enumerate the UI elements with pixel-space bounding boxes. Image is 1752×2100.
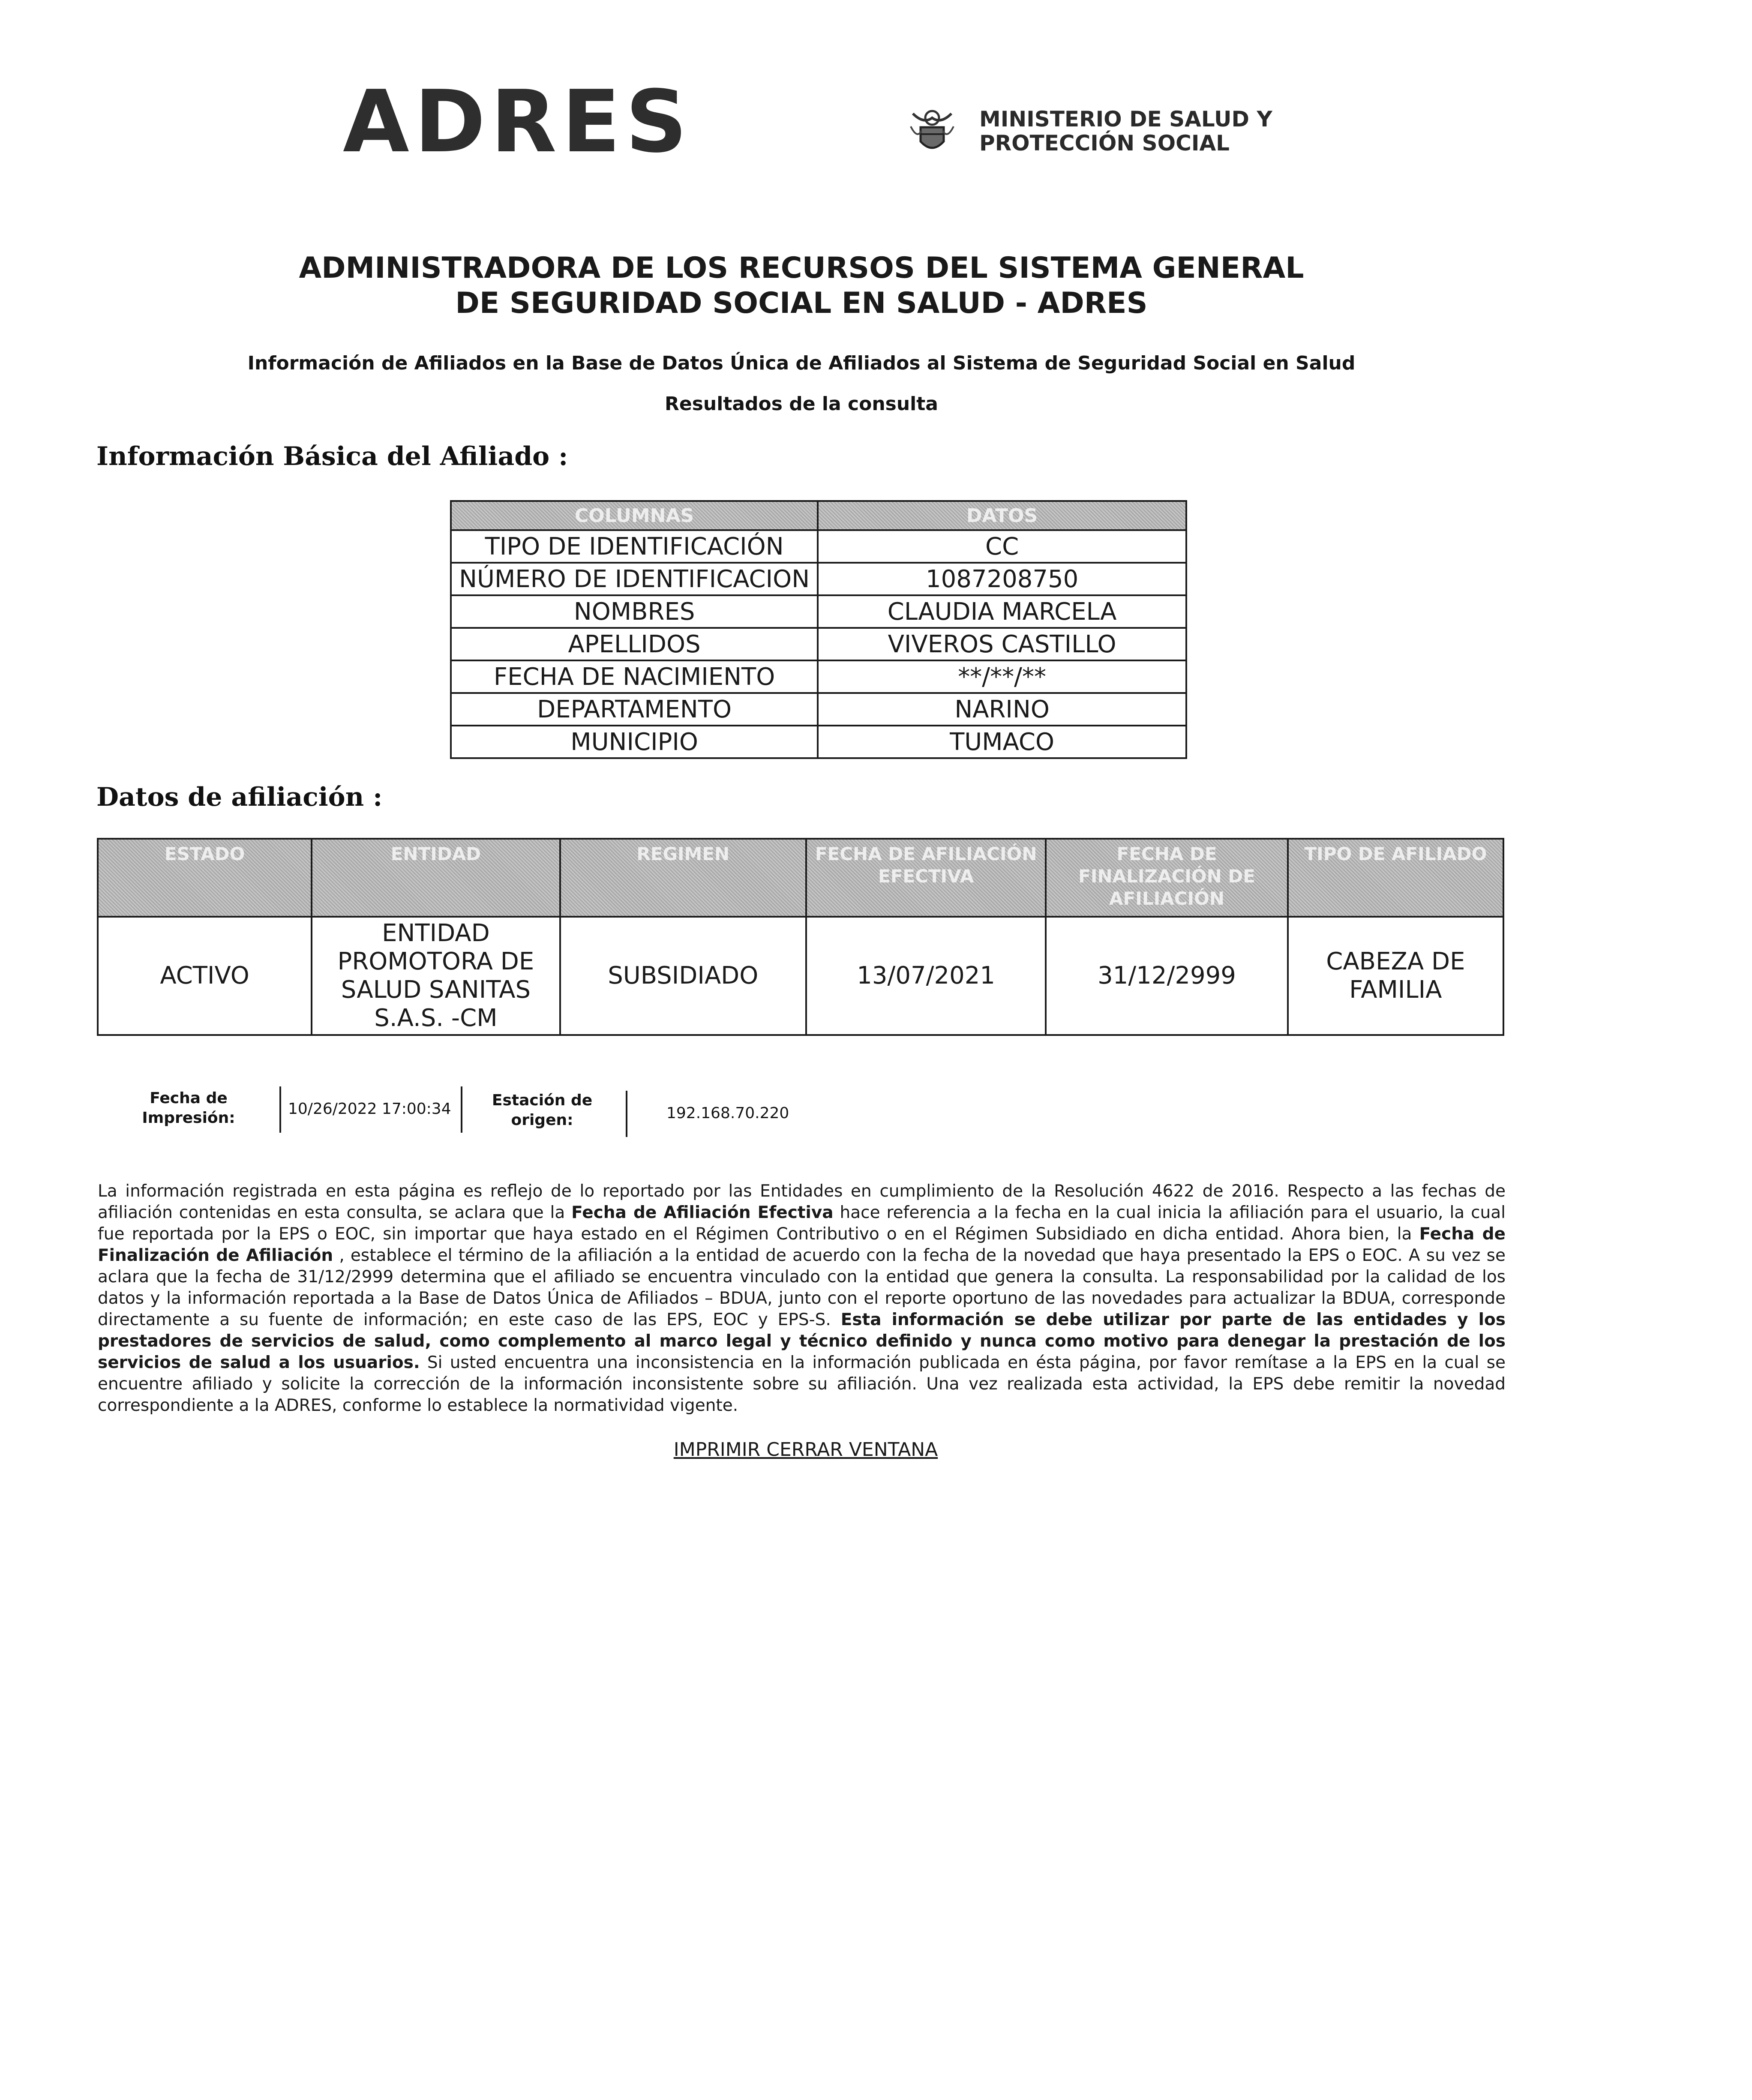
disclaimer-bold: Fecha de Afiliación Efectiva [571, 1203, 834, 1222]
disclaimer-text [98, 1181, 1506, 1416]
disclaimer-part: , establece el término de la afiliación a la entidad de acuerdo con la fecha de la novedad que haya presentado la EPS o EOC. A su vez se aclara que la fecha de 31/12/2999 determina que el afiliado se encuentra vinculado con la entidad que genera la consulta. La responsabilidad por la calidad de los datos y la información reportada a la Base de Datos Única de Afiliados – BDUA, junto con el reporte oportuno de las novedades para actualizar la BDUA, corresponde directamente a su fuente de información; en este caso de las EPS, EOC y EPS-S. [98, 1246, 1506, 1329]
print-close-link[interactable]: IMPRIMIR CERRAR VENTANA [673, 1439, 938, 1461]
row-value: CLAUDIA MARCELA [818, 595, 1186, 628]
cell-regimen: SUBSIDIADO [560, 917, 806, 1035]
table-row [451, 660, 1186, 693]
header-entidad: ENTIDAD [312, 839, 560, 917]
ministry-name [979, 107, 1305, 155]
header-fecha-afiliacion: FECHA DE AFILIACIÓN EFECTIVA [806, 839, 1046, 917]
disclaimer-bold: Esta información se debe utilizar por parte de las entidades y los prestadores de servicios de salud, como complemento al marco legal y técnico definido y nunca como motivo para denegar la prestación de los servicios de salud a los usuarios. [98, 1310, 1506, 1372]
divider [461, 1086, 462, 1133]
row-value: CC [818, 530, 1186, 563]
divider [626, 1091, 627, 1137]
basic-info-title: Información Básica del Afiliado : [96, 441, 568, 471]
cell-fecha-finalizacion: 31/12/2999 [1046, 917, 1287, 1035]
row-value: **/**/** [818, 660, 1186, 693]
row-value: TUMACO [818, 726, 1186, 758]
table-row [451, 628, 1186, 660]
cell-entidad: ENTIDAD PROMOTORA DE SALUD SANITAS S.A.S. -CM [312, 917, 560, 1035]
table-row [451, 530, 1186, 563]
table-row [451, 693, 1186, 726]
ministry-line-1: MINISTERIO DE SALUD Y [979, 107, 1272, 132]
header-fecha-finalizacion: FECHA DE FINALIZACIÓN DE AFILIACIÓN [1046, 839, 1287, 917]
station-label: Estación de origen: [492, 1092, 593, 1129]
header-columnas: COLUMNAS [451, 501, 818, 530]
table-header-row [451, 501, 1186, 530]
page-subtitle: Información de Afiliados en la Base de Datos Única de Afiliados al Sistema de Seguridad Social en Salud [247, 352, 1356, 374]
table-row [451, 726, 1186, 758]
table-row [451, 595, 1186, 628]
affiliation-title: Datos de afiliación : [96, 782, 383, 812]
adres-logo: ADRES [343, 72, 693, 172]
row-label: TIPO DE IDENTIFICACIÓN [451, 530, 818, 563]
header-tipo-afiliado: TIPO DE AFILIADO [1288, 839, 1503, 917]
row-label: DEPARTAMENTO [451, 693, 818, 726]
title-line-2: DE SEGURIDAD SOCIAL EN SALUD - ADRES [455, 286, 1148, 320]
disclaimer-part: hace referencia a la fecha en la cual inicia la afiliación para el usuario, la cual fue reportada por la EPS o EOC, sin importar que haya estado en el Régimen Contributivo o en el Régimen Subsidiado en dicha entidad. Ahora bien, la [98, 1203, 1506, 1244]
title-line-1: ADMINISTRADORA DE LOS RECURSOS DEL SISTEMA GENERAL [299, 251, 1304, 285]
basic-info-table [450, 500, 1187, 759]
results-label: Resultados de la consulta [665, 393, 938, 415]
row-label: APELLIDOS [451, 628, 818, 660]
row-value: 1087208750 [818, 563, 1186, 595]
table-row [451, 563, 1186, 595]
affiliation-table [97, 838, 1504, 1036]
row-label: FECHA DE NACIMIENTO [451, 660, 818, 693]
header-datos: DATOS [818, 501, 1186, 530]
disclaimer-part: Si usted encuentra una inconsistencia en la información publicada en ésta página, por favor remítase a la EPS en la cual se encuentre afiliado y solicite la corrección de la información inconsistente sobre su afiliación. Una vez realizada esta actividad, la EPS debe remitir la novedad correspondiente a la ADRES, conforme lo establece la normatividad vigente. [98, 1353, 1506, 1415]
table-header-row [98, 839, 1503, 917]
divider [279, 1086, 281, 1133]
header-estado: ESTADO [98, 839, 312, 917]
page-title [0, 251, 1603, 321]
print-date-label: Fecha de Impresión: [142, 1089, 235, 1127]
row-value: NARINO [818, 693, 1186, 726]
row-value: VIVEROS CASTILLO [818, 628, 1186, 660]
print-date-value: 10/26/2022 17:00:34 [288, 1100, 451, 1118]
disclaimer-bold: Fecha de Finalización de Afiliación [98, 1224, 1506, 1265]
header-regimen: REGIMEN [560, 839, 806, 917]
ministry-line-2: PROTECCIÓN SOCIAL [979, 131, 1230, 156]
row-label: NOMBRES [451, 595, 818, 628]
cell-fecha-afiliacion: 13/07/2021 [806, 917, 1046, 1035]
row-label: NÚMERO DE IDENTIFICACION [451, 563, 818, 595]
disclaimer-part: La información registrada en esta página es reflejo de lo reportado por las Entidades en cumplimiento de la Resolución 4622 de 2016. Respecto a las fechas de afiliación contenidas en esta consulta, se aclara que la [98, 1182, 1506, 1222]
table-row [98, 917, 1503, 1035]
cell-estado: ACTIVO [98, 917, 312, 1035]
coat-of-arms-icon [904, 101, 960, 156]
cell-tipo-afiliado: CABEZA DE FAMILIA [1288, 917, 1503, 1035]
row-label: MUNICIPIO [451, 726, 818, 758]
station-value: 192.168.70.220 [666, 1104, 789, 1122]
